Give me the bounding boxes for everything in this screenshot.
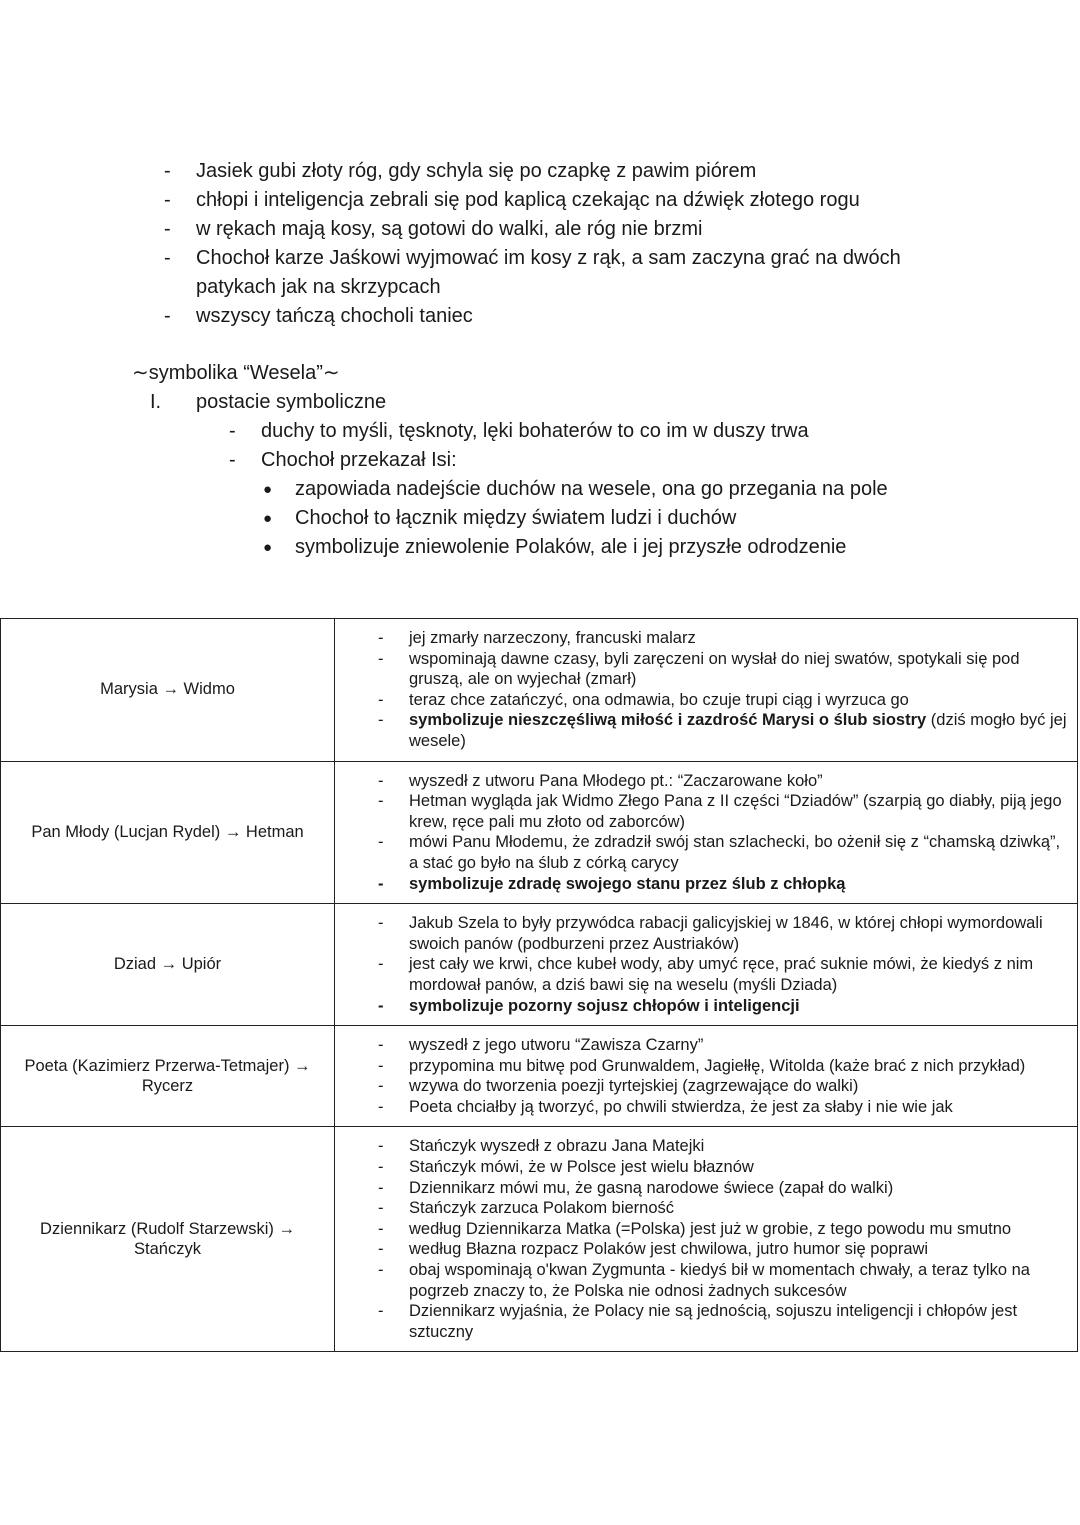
bullet-item: ● symbolizuje zniewolenie Polaków, ale i jej przyszłe odrodzenie <box>255 533 945 562</box>
list-item: - w rękach mają kosy, są gotowi do walki, ale róg nie brzmi <box>160 215 960 244</box>
point-item: - symbolizuje pozorny sojusz chłopów i inteligencji <box>375 996 1069 1017</box>
point-item: - Poeta chciałby ją tworzyć, po chwili stwierdza, że jest za słaby i nie wie jak <box>375 1097 1069 1118</box>
table-row <box>1 619 1078 762</box>
bullet-list <box>255 475 945 562</box>
point-item: - teraz chce zatańczyć, ona odmawia, bo czuje trupi ciąg i wyrzuca go <box>375 690 1069 711</box>
point-item <box>375 710 1069 751</box>
point-item: - Dziennikarz mówi mu, że gasną narodowe świece (zapał do walki) <box>375 1178 1069 1199</box>
point-item: - Hetman wygląda jak Widmo Złego Pana z II części “Dziadów” (szarpią go diabły, piją jego krew, ręce pali mu złoto od zaborców) <box>375 791 1069 832</box>
list-item-text: Chochoł przekazał Isi: <box>261 449 457 471</box>
list-item <box>225 446 945 475</box>
list-item: - Jasiek gubi złoty róg, gdy schyla się po czapkę z pawim piórem <box>160 157 960 186</box>
point-item: - według Dziennikarza Matka (=Polska) jest już w grobie, z tego powodu mu smutno <box>375 1219 1069 1240</box>
table-row <box>1 1026 1078 1127</box>
point-item: - symbolizuje zdradę swojego stanu przez ślub z chłopką <box>375 874 1069 895</box>
point-text: (dziś mogło być jej wesele) <box>409 711 1067 750</box>
list-item: - Chochoł karze Jaśkowi wyjmować im kosy z rąk, a sam zaczyna grać na dwóch patykach jak na skrzypcach <box>160 244 960 302</box>
table-row <box>1 1127 1078 1352</box>
table-row <box>1 761 1078 904</box>
character-cell: Marysia → Widmo <box>1 619 335 762</box>
point-item: - wyszedł z utworu Pana Młodego pt.: “Zaczarowane koło” <box>375 771 1069 792</box>
description-cell <box>335 619 1078 762</box>
point-item: - Stańczyk zarzuca Polakom bierność <box>375 1198 1069 1219</box>
bullet-item: ● zapowiada nadejście duchów na wesele, ona go przegania na pole <box>255 475 945 504</box>
point-item: - wzywa do tworzenia poezji tyrtejskiej (zagrzewające do walki) <box>375 1076 1069 1097</box>
list-item: - wszyscy tańczą chocholi taniec <box>160 302 960 331</box>
point-item: - Dziennikarz wyjaśnia, że Polacy nie są jednością, sojuszu inteligencji i chłopów jest sztuczny <box>375 1301 1069 1342</box>
table-row <box>1 904 1078 1026</box>
point-bold: symbolizuje nieszczęśliwą miłość i zazdrość Marysi o ślub siostry <box>409 711 927 730</box>
bullet-group <box>225 475 945 562</box>
point-item: - mówi Panu Młodemu, że zdradził swój stan szlachecki, bo ożenił się z “chamską dziwką”, a stać go było na ślub z córką carycy <box>375 832 1069 873</box>
roman-numeral: I. <box>150 391 162 413</box>
point-item: - obaj wspominają o'kwan Zygmunta - kiedyś bił w momentach chwały, a teraz tylko na pogrzeb znaczy to, że Polska nie odnosi żadnych sukcesów <box>375 1260 1069 1301</box>
character-cell: Poeta (Kazimierz Przerwa-Tetmajer) → Rycerz <box>1 1026 335 1127</box>
point-item: - wspominają dawne czasy, byli zaręczeni on wysłał do niej swatów, spotykali się pod gruszą, ale on wyjechał (zmarł) <box>375 649 1069 690</box>
symbolism-table <box>0 618 1078 1352</box>
list-item: - duchy to myśli, tęsknoty, lęki bohaterów to co im w duszy trwa <box>225 417 945 446</box>
bullet-item: ● Chochoł to łącznik między światem ludzi i duchów <box>255 504 945 533</box>
section-title: ∼symbolika “Wesela”∼ <box>132 362 340 384</box>
point-item: - jej zmarły narzeczony, francuski malarz <box>375 628 1069 649</box>
description-cell <box>335 1026 1078 1127</box>
character-cell: Pan Młody (Lucjan Rydel) → Hetman <box>1 761 335 904</box>
list-item: - chłopi i inteligencja zebrali się pod kaplicą czekając na dźwięk złotego rogu <box>160 186 960 215</box>
point-item: - wyszedł z jego utworu “Zawisza Czarny” <box>375 1035 1069 1056</box>
point-item: - Jakub Szela to były przywódca rabacji galicyjskiej w 1846, w której chłopi wymordowali swoich panów (podburzeni przez Austriaków) <box>375 913 1069 954</box>
roman-label: postacie symboliczne <box>196 391 387 413</box>
point-item: - Stańczyk wyszedł z obrazu Jana Matejki <box>375 1136 1069 1157</box>
description-cell <box>335 1127 1078 1352</box>
point-item: - według Błazna rozpacz Polaków jest chwilowa, jutro humor się poprawi <box>375 1239 1069 1260</box>
point-item: - Stańczyk mówi, że w Polsce jest wielu błaznów <box>375 1157 1069 1178</box>
character-cell: Dziennikarz (Rudolf Starzewski) → Stańczyk <box>1 1127 335 1352</box>
point-item: - jest cały we krwi, chce kubeł wody, aby umyć ręce, prać suknie mówi, że kiedyś z nim mordował panów, a dziś bawi się na weselu (myśli Dziada) <box>375 954 1069 995</box>
intro-list <box>160 157 960 331</box>
symbolic-figures-list <box>225 417 945 562</box>
character-cell: Dziad → Upiór <box>1 904 335 1026</box>
point-item: - przypomina mu bitwę pod Grunwaldem, Jagiełłę, Witolda (każe brać z nich przykład) <box>375 1056 1069 1077</box>
description-cell <box>335 904 1078 1026</box>
description-cell <box>335 761 1078 904</box>
